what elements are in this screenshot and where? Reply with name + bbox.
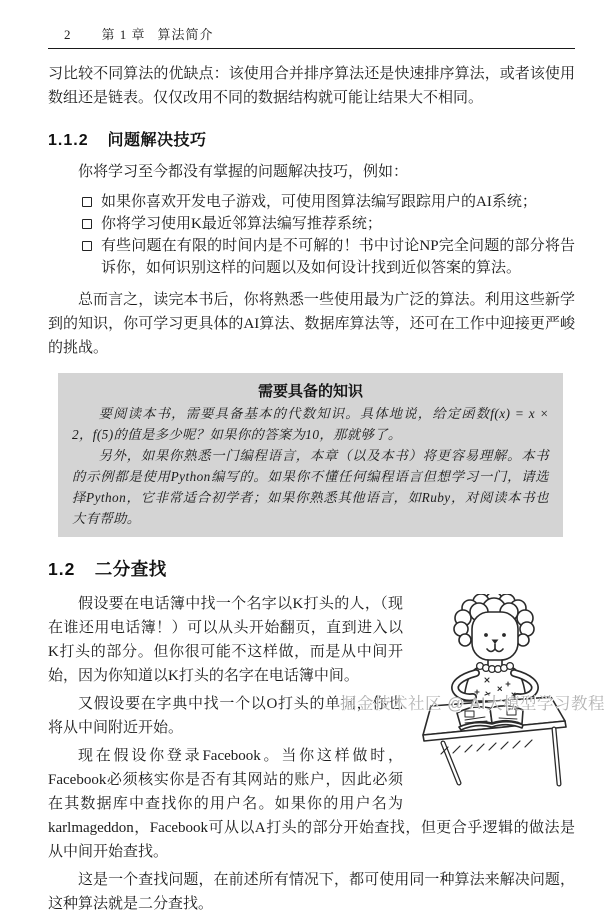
section-title: 问题解决技巧	[107, 132, 207, 149]
chapter-title: 算法简介	[157, 27, 214, 42]
body-paragraph: 现在假设你登录Facebook。当你这样做时，Facebook必须核实你是否有其网站的账户，因此必须在其数据库中查找你的用户名。如果你的用户名为karlmageddon，Facebook可从以A打头的部分开始查找，但更合乎逻辑的做法是从中间开始查找。	[48, 748, 575, 861]
square-bullet-icon	[82, 197, 92, 207]
square-bullet-icon	[82, 241, 92, 251]
body-paragraph: 这是一个查找问题，在前述所有情况下，都可使用同一种算法来解决问题，这种算法就是二分查找。	[48, 872, 575, 913]
section-1-2-body	[48, 592, 575, 916]
square-bullet-icon	[82, 219, 92, 229]
box-paragraph: 另外，如果你熟悉一门编程语言，本章（以及本书）将更容易理解。本书的示例都是使用Python编写的。如果你不懂任何编程语言但想学习一门，请选择Python，它非常适合初学者；如果你熟悉其他语言，如Ruby，对阅读本书也大有帮助。	[72, 447, 549, 526]
section-number: 1.1.2	[48, 132, 89, 149]
body-paragraph: 假设要在电话簿中找一个名字以K打头的人，（现在谁还用电话簿！）可以从头开始翻页，直到进入以K打头的部分。但你很可能不这样做，而是从中间开始，因为你知道以K打头的名字在电话簿中间。	[48, 596, 403, 685]
intro-paragraph: 习比较不同算法的优缺点：该使用合并排序算法还是快速排序算法，或者该使用数组还是链表。仅仅改用不同的数据结构就可能让结果大不相同。	[48, 66, 575, 106]
watermark: 掘金技术社区 @ AI大模型学习教程	[339, 695, 605, 713]
running-header	[48, 0, 575, 49]
tips-bullet-list	[48, 191, 575, 279]
list-item-text: 如果你喜欢开发电子游戏，可使用图算法编写跟踪用户的AI系统；	[101, 194, 537, 210]
section-number: 1.2	[48, 559, 76, 580]
section-heading-1-1-2	[48, 127, 575, 150]
list-item	[82, 213, 575, 235]
body-paragraph: 又假设要在字典中找一个以O打头的单词，你也将从中间附近开始。	[48, 696, 403, 737]
box-paragraph: 要阅读本书，需要具备基本的代数知识。具体地说，给定函数f(x) = x × 2，f(5)的值是多少呢？如果你的答案为10，那就够了。	[72, 406, 549, 443]
list-item-text: 你将学习使用K最近邻算法编写推荐系统；	[101, 216, 382, 233]
list-item	[82, 235, 575, 279]
box-title: 需要具备的知识	[257, 383, 363, 401]
section-title: 二分查找	[94, 559, 167, 580]
section-heading-1-2	[48, 556, 575, 581]
summary-paragraph: 总而言之，读完本书后，你将熟悉一些使用最为广泛的算法。利用这些新学到的知识，你可学习更具体的AI算法、数据库算法等，还可在工作中迎接更严峻的挑战。	[48, 292, 575, 357]
list-item-text: 有些问题在有限的时间内是不可解的！书中讨论NP完全问题的部分将告诉你，如何识别这样的问题以及如何设计找到近似答案的算法。	[101, 238, 575, 277]
page-number: 2	[64, 27, 72, 42]
face-icon	[472, 612, 518, 660]
lead-paragraph: 你将学习至今都没有掌握的问题解决技巧，例如：	[78, 164, 409, 180]
list-item	[82, 191, 575, 213]
prerequisite-knowledge-box	[58, 373, 563, 537]
chapter-number: 第 1 章	[101, 27, 146, 42]
